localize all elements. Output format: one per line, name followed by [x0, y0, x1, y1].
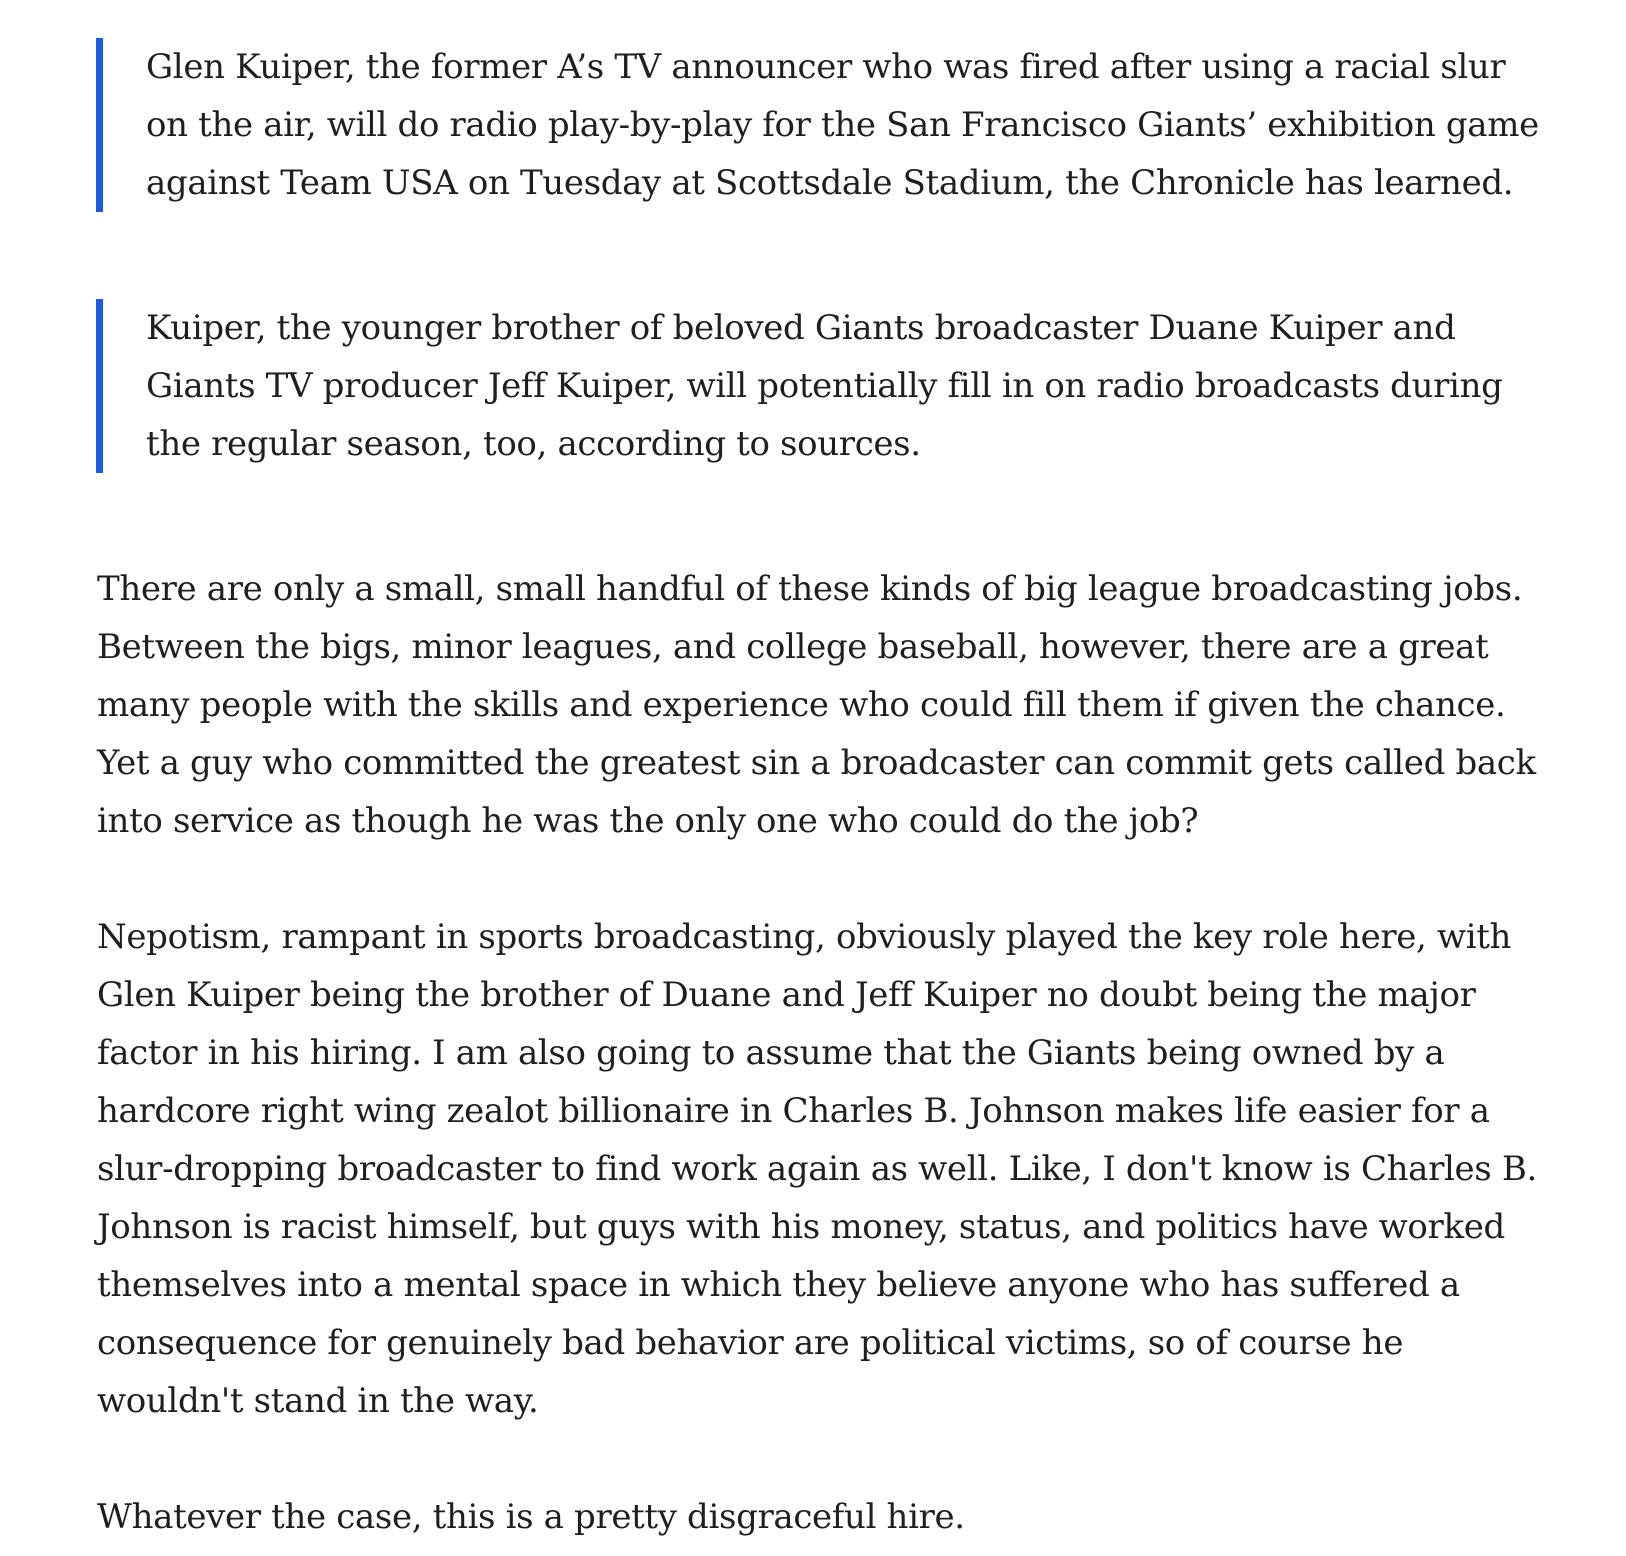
blockquote-1-text: Glen Kuiper, the former A’s TV announcer who was fired after using a racial slur on the air, will do radio play-by-play for the San Francisco Giants’ exhibition game against Team USA on Tuesday at Scottsdale Stadium, the Chronicle has learned. [146, 47, 1539, 203]
paragraph-1: There are only a small, small handful of these kinds of big league broadcasting jobs. Between the bigs, minor leagues, and college baseball, however, there are a great many people with the skills and experience who could fill them if given the chance. Yet a guy who committed the greatest sin a broadcaster can commit gets called back into service as though he was the only one who could do the job? [97, 569, 1536, 841]
blockquote-1 [96, 38, 1556, 212]
blockquote-2 [96, 299, 1556, 473]
blockquote-2-text: Kuiper, the younger brother of beloved Giants broadcaster Duane Kuiper and Giants TV producer Jeff Kuiper, will potentially fill in on radio broadcasts during the regular season, too, according to sources. [146, 308, 1503, 464]
paragraph-2: Nepotism, rampant in sports broadcasting, obviously played the key role here, with Glen Kuiper being the brother of Duane and Jeff Kuiper no doubt being the major factor in his hiring. I am also going to assume that the Giants being owned by a hardcore right wing zealot billionaire in Charles B. Johnson makes life easier for a slur-dropping broadcaster to find work again as well. Like, I don't know is Charles B. Johnson is racist himself, but guys with his money, status, and politics have worked themselves into a mental space in which they believe anyone who has suffered a consequence for genuinely bad behavior are political victims, so of course he wouldn't stand in the way. [97, 917, 1537, 1421]
paragraph-3: Whatever the case, this is a pretty disgraceful hire. [97, 1497, 965, 1537]
